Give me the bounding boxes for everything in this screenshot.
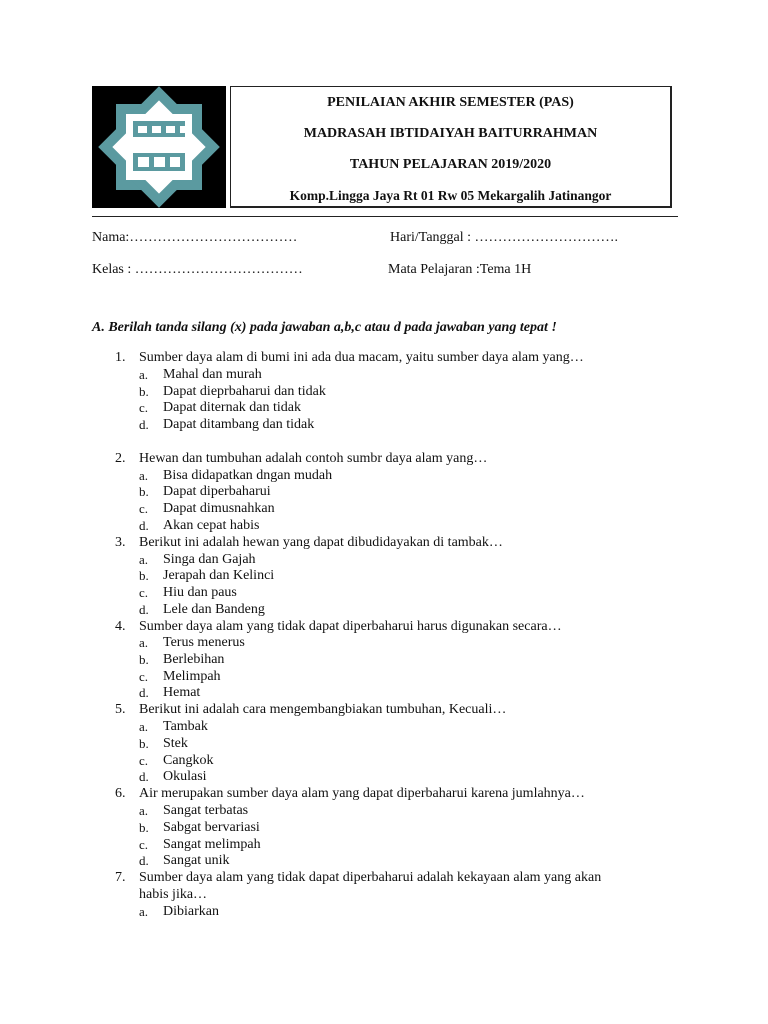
school-address: Komp.Lingga Jaya Rt 01 Rw 05 Mekargalih Jatinangor [289, 188, 612, 203]
school-title-box [230, 86, 672, 208]
option-text: Singa dan Gajah [163, 552, 256, 567]
option-text: Dapat diperbaharui [163, 484, 271, 499]
option-letter: b. [139, 652, 149, 667]
question-number: 1. [115, 350, 126, 365]
question-text: Hewan dan tumbuhan adalah contoh sumbr daya alam yang… [139, 451, 488, 466]
option-text: Dapat ditambang dan tidak [163, 417, 315, 432]
header-rule [92, 216, 678, 217]
question-text: Sumber daya alam di bumi ini ada dua macam, yaitu sumber daya alam yang… [139, 350, 584, 365]
option-letter: b. [139, 484, 149, 499]
option-letter: d. [139, 685, 149, 700]
option-letter: d. [139, 417, 149, 432]
option-letter: c. [139, 501, 149, 516]
option-text: Dapat dimusnahkan [163, 501, 275, 516]
option-letter: a. [139, 904, 149, 919]
option-text: Hiu dan paus [163, 585, 237, 600]
option-letter: c. [139, 669, 149, 684]
question-text: Sumber daya alam yang tidak dapat diperbaharui harus digunakan secara… [139, 619, 562, 634]
option-letter: b. [139, 384, 149, 399]
option-text: Cangkok [163, 753, 214, 768]
option-text: Sangat terbatas [163, 803, 249, 818]
madrasah-logo-icon [92, 86, 226, 208]
option-text: Bisa didapatkan dngan mudah [163, 468, 333, 483]
academic-year: TAHUN PELAJARAN 2019/2020 [349, 157, 552, 172]
option-letter: c. [139, 837, 149, 852]
option-text: Jerapah dan Kelinci [163, 568, 275, 583]
option-text: Okulasi [163, 769, 207, 784]
option-letter: c. [139, 585, 149, 600]
option-text: Sangat melimpah [163, 837, 261, 852]
question-number: 6. [115, 786, 126, 801]
option-text: Terus menerus [163, 635, 245, 650]
option-letter: d. [139, 769, 149, 784]
question-text: Sumber daya alam yang tidak dapat diperbaharui adalah kekayaan alam yang akan [139, 870, 602, 885]
option-letter: d. [139, 853, 149, 868]
option-text: Stek [163, 736, 188, 751]
question-text-continued: habis jika… [139, 887, 208, 902]
option-text: Akan cepat habis [163, 518, 260, 533]
option-letter: b. [139, 820, 149, 835]
date-field[interactable]: Hari/Tanggal : …………………………. [390, 230, 619, 245]
exam-title: PENILAIAN AKHIR SEMESTER (PAS) [327, 95, 574, 110]
question-number: 3. [115, 535, 126, 550]
option-letter: b. [139, 568, 149, 583]
option-letter: d. [139, 518, 149, 533]
class-field[interactable]: Kelas : ……………………………… [92, 262, 303, 277]
option-text: Mahal dan murah [163, 367, 262, 382]
option-letter: c. [139, 400, 149, 415]
option-text: Hemat [163, 685, 201, 700]
option-text: Dibiarkan [163, 904, 219, 919]
option-letter: d. [139, 602, 149, 617]
question-text: Berikut ini adalah hewan yang dapat dibudidayakan di tambak… [139, 535, 503, 550]
option-letter: a. [139, 635, 149, 650]
question-text: Air merupakan sumber daya alam yang dapat diperbaharui karena jumlahnya… [139, 786, 585, 801]
subject-field: Mata Pelajaran :Tema 1H [388, 262, 532, 277]
school-name: MADRASAH IBTIDAIYAH BAITURRAHMAN [303, 126, 598, 141]
question-number: 2. [115, 451, 126, 466]
school-logo [92, 86, 226, 208]
question-number: 4. [115, 619, 126, 634]
option-text: Melimpah [163, 669, 221, 684]
option-text: Lele dan Bandeng [163, 602, 265, 617]
option-letter: a. [139, 468, 149, 483]
question-text: Berikut ini adalah cara mengembangbiakan tumbuhan, Kecuali… [139, 702, 507, 717]
question-number: 5. [115, 702, 126, 717]
option-text: Berlebihan [163, 652, 225, 667]
name-field[interactable]: Nama:……………………………… [92, 230, 298, 245]
option-letter: a. [139, 552, 149, 567]
option-letter: b. [139, 736, 149, 751]
option-text: Sangat unik [163, 853, 230, 868]
question-number: 7. [115, 870, 126, 885]
section-a-instruction: A. Berilah tanda silang (x) pada jawaban a,b,c atau d pada jawaban yang tepat ! [92, 320, 557, 335]
option-letter: a. [139, 803, 149, 818]
option-letter: a. [139, 719, 149, 734]
option-text: Sabgat bervariasi [163, 820, 260, 835]
option-text: Dapat dieprbaharui dan tidak [163, 384, 326, 399]
option-text: Tambak [163, 719, 208, 734]
exam-header [92, 86, 676, 214]
option-text: Dapat diternak dan tidak [163, 400, 302, 415]
option-letter: c. [139, 753, 149, 768]
option-letter: a. [139, 367, 149, 382]
